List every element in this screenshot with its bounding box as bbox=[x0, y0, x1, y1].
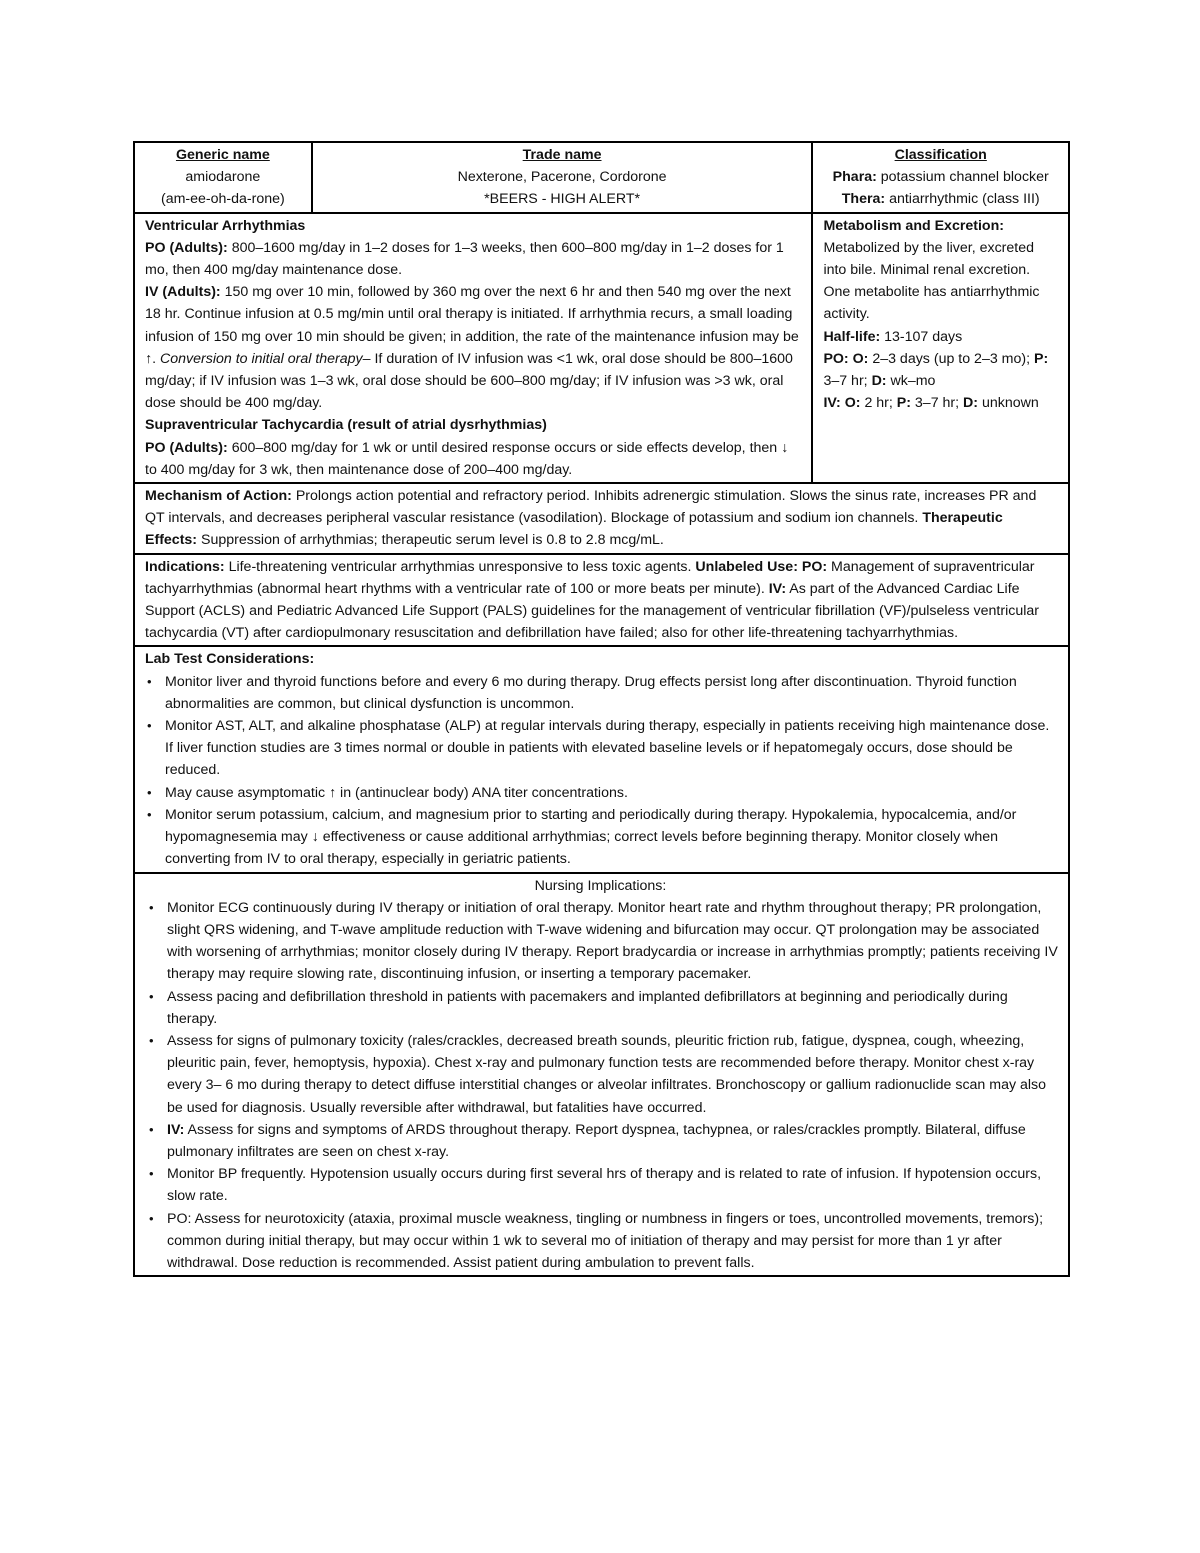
svt-title: Supraventricular Tachycardia (result of atrial dysrhythmias) bbox=[145, 417, 547, 434]
metabolism-excretion: Metabolism and Excretion: Metabolized by the liver, excreted into bile. Minimal renal excretion. One metabolite has antiarrhythmic activity. bbox=[823, 217, 1040, 323]
svt-po-dose: PO (Adults): 600–800 mg/day for 1 wk or until desired response occurs or side effects develop, then ↓ to 400 mg/day for 3 wk, then maintenance dose of 200–400 mg/day. bbox=[145, 439, 789, 478]
list-item: • Assess pacing and defibrillation threshold in patients with pacemakers and implanted defibrillators at beginning and periodically during therapy. bbox=[167, 986, 1058, 1030]
indications-label: Indications: bbox=[145, 558, 225, 575]
high-alert-note: *BEERS - HIGH ALERT* bbox=[484, 191, 641, 208]
nursing-list bbox=[143, 897, 1058, 1274]
trade-name-title: Trade name bbox=[522, 147, 602, 163]
therapeutic-effects-label: Therapeutic Effects: bbox=[145, 510, 1003, 549]
ventricular-arrhythmias-title: Ventricular Arrhythmias bbox=[145, 217, 306, 234]
generic-name-value: amiodarone bbox=[185, 169, 261, 186]
lab-tests-row bbox=[134, 646, 1069, 872]
generic-name-title: Generic name bbox=[175, 147, 270, 163]
thera-label: Thera: bbox=[841, 191, 886, 208]
mechanism-text: Prolongs action potential and refractory period. Inhibits adrenergic stimulation. Slows the sinus rate, increases PR and QT intervals, and decreases peripheral vascular resistance (vasodilation). Blockage of potassium and sodium ion channels. bbox=[145, 488, 1037, 527]
header-row bbox=[134, 142, 1069, 213]
po-adults-dose: PO (Adults): 800–1600 mg/day in 1–2 doses for 1–3 weeks, then 600–800 mg/day in 1–2 doses for 1 mo, then 400 mg/day maintenance dose. bbox=[145, 239, 784, 279]
unlabeled-use-text: Management of supraventricular tachyarrhythmias (abnormal heart rhythms with a ventricular rate of 100 or more beats per minute). bbox=[145, 558, 1035, 597]
indications-cell bbox=[134, 554, 1069, 647]
unlabeled-use-label: Unlabeled Use: PO: bbox=[695, 558, 828, 575]
list-item: • Monitor ECG continuously during IV therapy or initiation of oral therapy. Monitor heart rate and rhythm throughout therapy; PR prolongation, slight QRS widening, and T-wave amplitude reduction with T-wave widening and bifurcation may occur. QT prolongation may be associated with worsening of arrhythmias; monitor closely during IV therapy. Report bradycardia or increase in arrhythmias promptly; patients receiving IV therapy may require slowing rate, discontinuing infusion, or inserting a temporary pacemaker. bbox=[167, 897, 1058, 986]
classification-title: Classification bbox=[894, 147, 987, 163]
lab-tests-title: Lab Test Considerations: bbox=[145, 651, 315, 668]
phara-value: potassium channel blocker bbox=[876, 169, 1049, 186]
iv-indication-text: As part of the Advanced Cardiac Life Support (ACLS) and Pediatric Advanced Life Support (PALS) guidelines for the management of ventricular fibrillation (VF)/pulseless ventricular tachycardia (VT) after cardiopulmonary resuscitation and defibrillation have failed; also for other life-threatening tachyarrhythmias. bbox=[145, 580, 1039, 642]
nursing-row bbox=[134, 873, 1069, 1277]
list-item: • Monitor BP frequently. Hypotension usually occurs during first several hrs of therapy and is related to rate of infusion. If hypotension occurs, slow rate. bbox=[167, 1163, 1058, 1207]
nursing-cell bbox=[134, 873, 1069, 1277]
list-item: • Monitor AST, ALT, and alkaline phosphatase (ALP) at regular intervals during therapy, especially in patients receiving high maintenance dose. If liver function studies are 3 times normal or double in patients with elevated baseline levels or if hepatomegaly occurs, dose should be reduced. bbox=[165, 715, 1058, 782]
indications-text: Life-threatening ventricular arrhythmias unresponsive to less toxic agents. bbox=[224, 558, 696, 575]
generic-name-pronunciation: (am-ee-oh-da-rone) bbox=[160, 191, 285, 208]
thera-value: antiarrhythmic (class III) bbox=[885, 191, 1040, 208]
iv-adults-dose: IV (Adults): 150 mg over 10 min, followed by 360 mg over the next 6 hr and then 540 mg over the next 18 hr. Continue infusion at 0.5 mg/min until oral therapy is initiated. If arrhythmia recurs, a small loading infusion of 150 mg over 10 min should be given; in addition, the rate of the maintenance infusion may be ↑. Conversion to initial oral therapy– If duration of IV infusion was <1 wk, oral dose should be 800–1600 mg/day; if IV infusion was 1–3 wk, oral dose should be 600–800 mg/day; if IV infusion was >3 wk, oral dose should be 400 mg/day. bbox=[145, 284, 799, 412]
generic-name-cell bbox=[134, 142, 312, 213]
trade-name-value: Nexterone, Pacerone, Cordorone bbox=[457, 169, 667, 186]
mechanism-cell bbox=[134, 483, 1069, 554]
mechanism-label: Mechanism of Action: bbox=[145, 488, 292, 505]
iv-indication-label: IV: bbox=[768, 580, 787, 597]
list-item: • Monitor liver and thyroid functions before and every 6 mo during therapy. Drug effects persist long after discontinuation. Thyroid function abnormalities are common, but clinical dysfunction is uncommon. bbox=[165, 671, 1058, 715]
classification-cell bbox=[812, 142, 1069, 213]
list-item: • IV: Assess for signs and symptoms of ARDS throughout therapy. Report dyspnea, tachypnea, or rales/crackles promptly. Bilateral, diffuse pulmonary infiltrates are seen on chest x-ray. bbox=[167, 1119, 1058, 1163]
po-kinetics: PO: O: 2–3 days (up to 2–3 mo); P: 3–7 hr; D: wk–mo bbox=[823, 350, 1049, 390]
iv-kinetics: IV: O: 2 hr; P: 3–7 hr; D: unknown bbox=[823, 395, 1039, 412]
list-item: • May cause asymptomatic ↑ in (antinuclear body) ANA titer concentrations. bbox=[165, 782, 1058, 804]
mechanism-row bbox=[134, 483, 1069, 554]
list-item: • Assess for signs of pulmonary toxicity (rales/crackles, decreased breath sounds, pleuritic friction rub, fatigue, dyspnea, cough, wheezing, pleuritic pain, fever, hemoptysis, hypoxia). Chest x-ray and pulmonary function tests are recommended before therapy. Monitor chest x-ray every 3– 6 mo during therapy to detect diffuse interstitial changes or alveolar infiltrates. Bronchoscopy or gallium radionuclide scan may also be used for diagnosis. Usually reversible after withdrawal, but fatalities have occurred. bbox=[167, 1030, 1058, 1119]
dosing-row bbox=[134, 213, 1069, 483]
trade-name-cell bbox=[312, 142, 813, 213]
pharmacologic-class bbox=[823, 166, 1058, 188]
dosing-cell bbox=[134, 213, 812, 483]
lab-tests-cell bbox=[134, 646, 1069, 872]
phara-label: Phara: bbox=[832, 169, 877, 186]
conversion-label: Conversion to initial oral therapy bbox=[159, 350, 363, 367]
metabolism-cell bbox=[812, 213, 1069, 483]
therapeutic-class bbox=[823, 188, 1058, 210]
half-life: Half-life: 13-107 days bbox=[823, 328, 963, 345]
nursing-title: Nursing Implications: bbox=[534, 877, 667, 894]
list-item: • PO: Assess for neurotoxicity (ataxia, proximal muscle weakness, tingling or numbness in fingers or toes, uncontrolled movements, tremors); common during initial therapy, but may occur within 1 wk to several mo of initiation of therapy and may persist for more than 1 yr after withdrawal. Dose reduction is recommended. Assist patient during ambulation to prevent falls. bbox=[167, 1208, 1058, 1275]
therapeutic-effects-text: Suppression of arrhythmias; therapeutic serum level is 0.8 to 2.8 mcg/mL. bbox=[197, 532, 664, 549]
lab-tests-list bbox=[145, 671, 1058, 871]
drug-card-table bbox=[133, 141, 1070, 1277]
indications-row bbox=[134, 554, 1069, 647]
list-item: • Monitor serum potassium, calcium, and magnesium prior to starting and periodically during therapy. Hypokalemia, hypocalcemia, and/or hypomagnesemia may ↓ effectiveness or cause additional arrhythmias; correct levels before beginning therapy. Monitor closely when converting from IV to oral therapy, especially in geriatric patients. bbox=[165, 804, 1058, 871]
